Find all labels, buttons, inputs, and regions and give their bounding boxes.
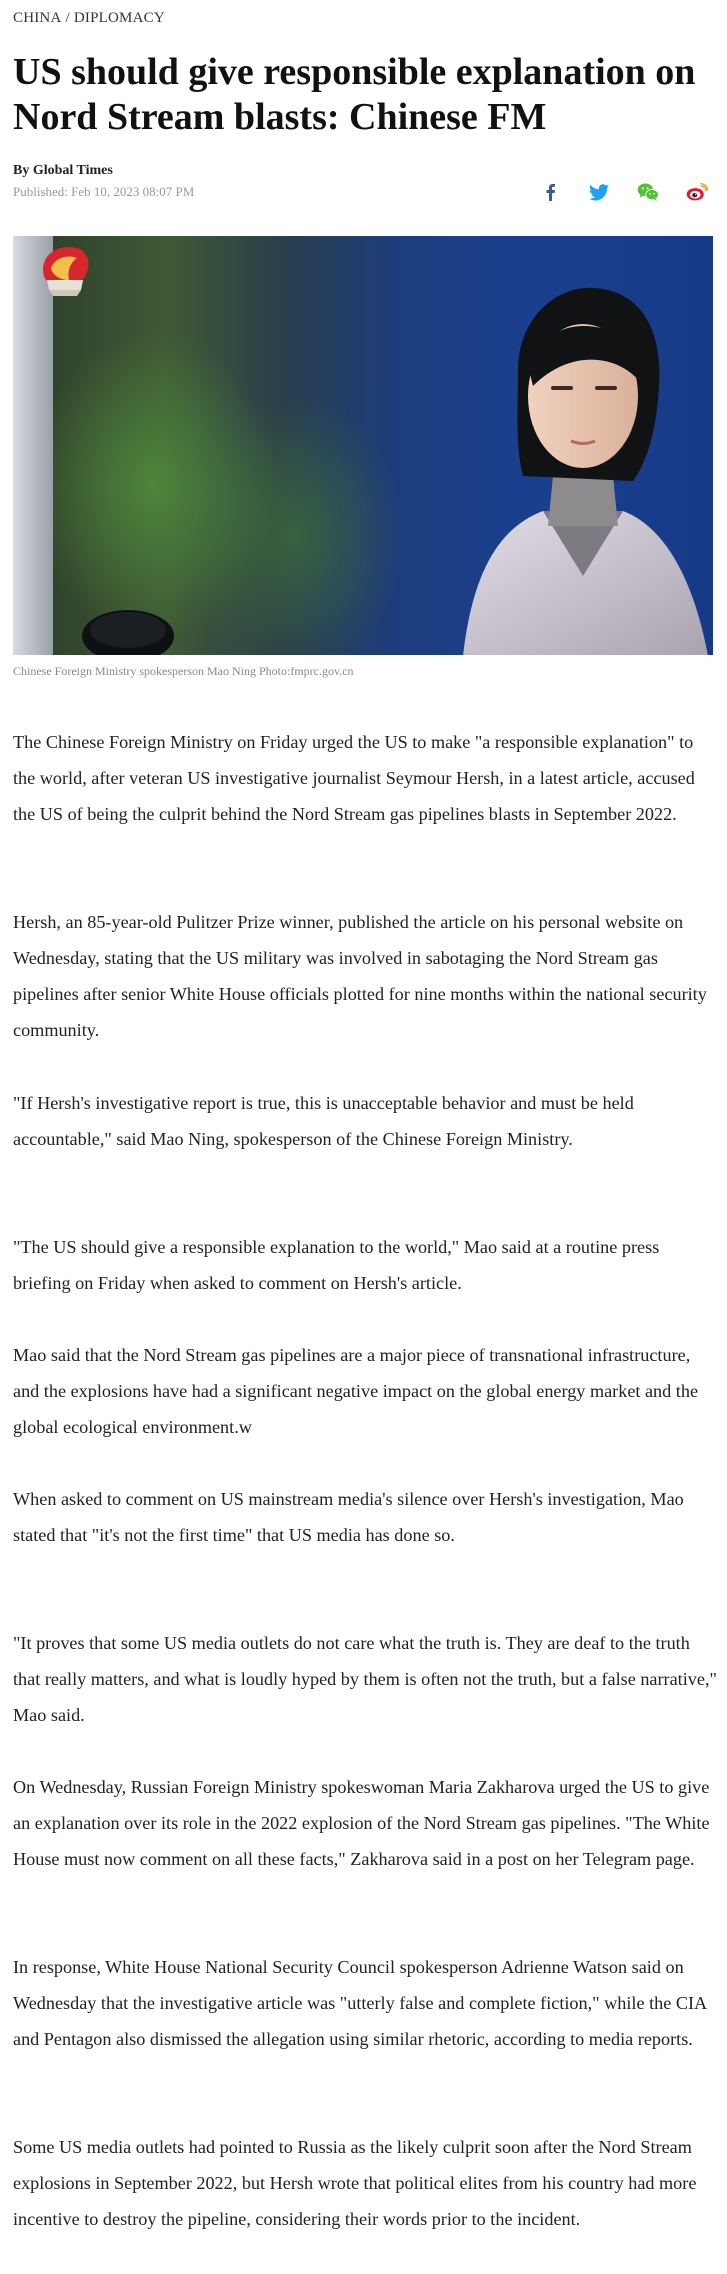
article-paragraph: The Chinese Foreign Ministry on Friday urged the US to make "a responsible explanation" to the world, after veteran US investigative journalist Seymour Hersh, in a latest article, accused the US of being the culprit behind the Nord Stream gas pipelines blasts in September 2022. <box>13 732 695 824</box>
article-title: US should give responsible explanation on Nord Stream blasts: Chinese FM <box>13 51 696 138</box>
article-paragraph: On Wednesday, Russian Foreign Ministry spokeswoman Maria Zakharova urged the US to give an explanation over its role in the 2022 explosion of the Nord Stream gas pipelines. "The White House must now comment on all these facts," Zakharova said in a post on her Telegram page. <box>13 1777 710 1869</box>
weibo-icon <box>686 183 708 201</box>
twitter-share-button[interactable] <box>587 180 611 204</box>
article-byline: By Global Times <box>13 163 113 178</box>
article-published-date: Published: Feb 10, 2023 08:07 PM <box>13 184 195 199</box>
facebook-icon <box>544 183 556 201</box>
spokesperson-figure <box>423 276 713 655</box>
article-paragraph: Some US media outlets had pointed to Russia as the likely culprit soon after the Nord Stream explosions in September 2022, but Hersh wrote that political elites from his country had more incentive to destroy the pipeline, considering their words prior to the incident. <box>13 2137 697 2229</box>
facebook-share-button[interactable] <box>538 180 562 204</box>
article-paragraph: "It proves that some US media outlets do not care what the truth is. They are deaf to the truth that really matters, and what is loudly hyped by them is often not the truth, but a false narrative," Mao said. <box>13 1633 717 1725</box>
photo-caption: Chinese Foreign Ministry spokesperson Mao Ning Photo:fmprc.gov.cn <box>13 664 354 678</box>
article-paragraph: When asked to comment on US mainstream media's silence over Hersh's investigation, Mao stated that "it's not the first time" that US media has done so. <box>13 1489 684 1545</box>
wechat-icon <box>637 183 659 201</box>
breadcrumb <box>13 10 165 27</box>
breadcrumb-separator: / <box>65 10 70 26</box>
wechat-share-button[interactable] <box>636 180 660 204</box>
microphone-icon <box>73 596 183 655</box>
emblem-icon <box>37 240 93 300</box>
twitter-icon <box>589 184 609 201</box>
article-paragraph: "If Hersh's investigative report is true, this is unacceptable behavior and must be held accountable," said Mao Ning, spokesperson of the Chinese Foreign Ministry. <box>13 1093 634 1149</box>
breadcrumb-section-link[interactable]: CHINA <box>13 10 62 26</box>
article-paragraph: "The US should give a responsible explanation to the world," Mao said at a routine press briefing on Friday when asked to comment on Hersh's article. <box>13 1237 660 1293</box>
article-paragraph: In response, White House National Security Council spokesperson Adrienne Watson said on Wednesday that the investigative article was "utterly false and complete fiction," while the CIA and Pentagon also dismissed the allegation using similar rhetoric, according to media reports. <box>13 1957 707 2049</box>
breadcrumb-subsection-link[interactable]: DIPLOMACY <box>73 10 165 26</box>
article-paragraph: Mao said that the Nord Stream gas pipelines are a major piece of transnational infrastructure, and the explosions have had a significant negative impact on the global energy market and the global ecological environment.w <box>13 1345 699 1437</box>
article-hero-photo <box>13 236 713 655</box>
article-paragraph: Hersh, an 85-year-old Pulitzer Prize winner, published the article on his personal website on Wednesday, stating that the US military was involved in sabotaging the Nord Stream gas pipelines after senior White House officials plotted for nine months within the national security community. <box>13 912 707 1040</box>
weibo-share-button[interactable] <box>685 180 709 204</box>
